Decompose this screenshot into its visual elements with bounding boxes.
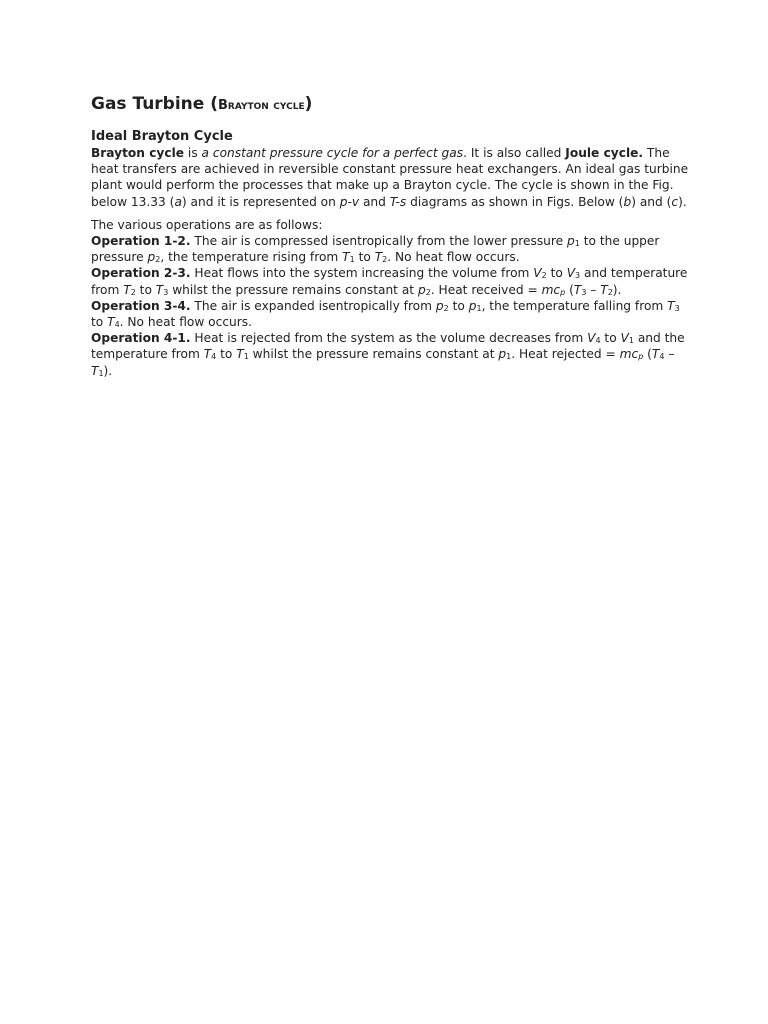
operation-4-1: Operation 4-1. Heat is rejected from the system as the volume decreases from $V_4$ to $V_1$ and the temperature from $T_4$ to $T_1$ whilst the pressure remains constant at $p_1$. Heat rejected = $mc_p$ $(T_4 - T_1)$. [91,331,685,378]
operations-intro: The various operations are as follows: [91,217,323,232]
page-title [91,92,691,118]
title-main: Gas Turbine ( [91,94,218,114]
section-heading: Ideal Brayton Cycle [91,129,233,144]
title-smallcaps: Brayton cycle [218,98,305,113]
document-page [91,92,691,379]
operation-1-2: Operation 1-2. The air is compressed isentropically from the lower pressure $p_1$ to the upper pressure $p_2$, the temperature rising from $T_1$ to $T_2$. No heat flow occurs. [91,234,660,265]
intro-paragraph: Brayton cycle is a constant pressure cycle for a perfect gas. It is also called Joule cycle. The heat transfers are achieved in reversible constant pressure heat exchangers. An ideal gas turbine plant would perform the processes that make up a Brayton cycle. The cycle is shown in the Fig. below 13.33 (a) and it is represented on p-v and T-s diagrams as shown in Figs. Below (b) and (c). [91,146,689,209]
operation-2-3: Operation 2-3. Heat flows into the system increasing the volume from $V_2$ to $V_3$ and temperature from $T_2$ to $T_3$ whilst the pressure remains constant at $p_2$. Heat received = $mc_p$ $(T_3 - T_2)$. [91,266,688,297]
title-close: ) [304,94,313,114]
operation-3-4: Operation 3-4. The air is expanded isentropically from $p_2$ to $p_1$, the temperature falling from $T_3$ to $T_4$. No heat flow occurs. [91,298,680,330]
